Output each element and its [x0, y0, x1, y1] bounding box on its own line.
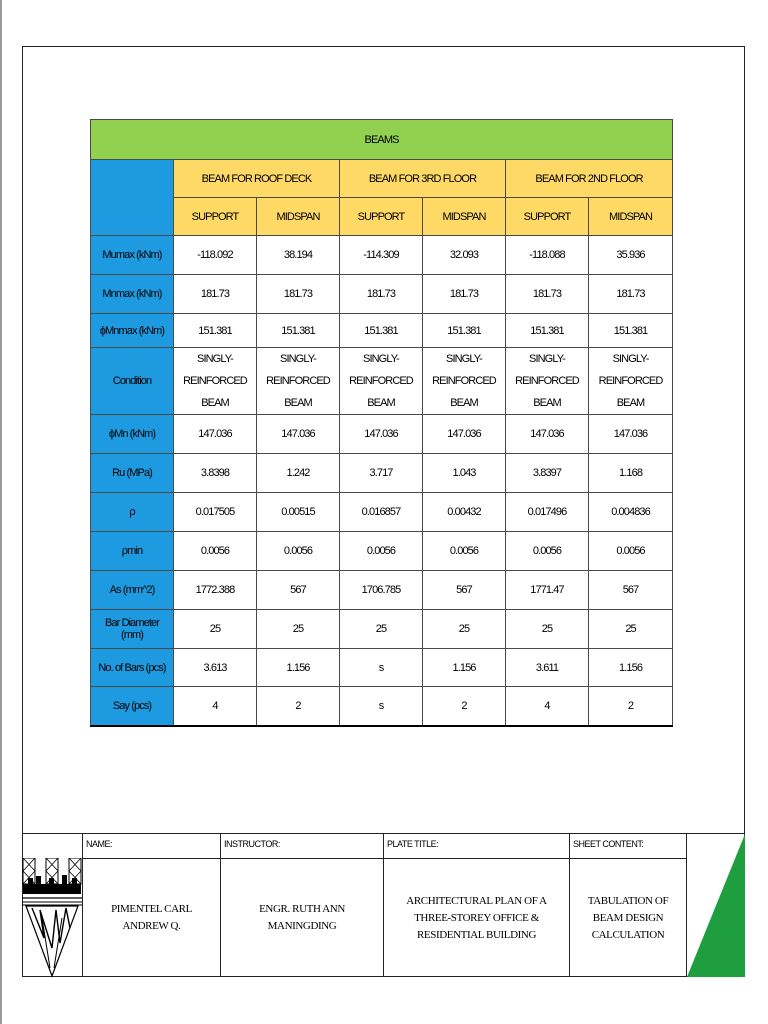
table-cell: 2	[257, 687, 340, 726]
table-cell: 151.381	[257, 314, 340, 348]
table-cell: 147.036	[340, 415, 423, 454]
table-cell: 25	[174, 610, 257, 649]
row-label: No. of Bars (pcs)	[91, 649, 174, 687]
table-cell: 0.016857	[340, 493, 423, 532]
row-label: Bar Diameter (mm)	[91, 610, 174, 649]
table-cell: 567	[257, 571, 340, 610]
table-cell: -118.092	[174, 236, 257, 275]
table-row	[91, 571, 673, 610]
table-cell: 151.381	[423, 314, 506, 348]
table-cell: 3.8398	[174, 454, 257, 493]
header-corner-cell	[91, 160, 174, 236]
table-cell: 38.194	[257, 236, 340, 275]
table-cell: 1.043	[423, 454, 506, 493]
table-cell: 25	[506, 610, 589, 649]
group-header-2nd-floor: BEAM FOR 2ND FLOOR	[506, 160, 673, 198]
condition-line: SINGLY-REINFORCED	[598, 353, 663, 387]
title-block	[22, 833, 745, 977]
table-cell: 1.156	[257, 649, 340, 687]
row-label: Condition	[91, 348, 174, 415]
sheet-content-label: SHEET CONTENT:	[573, 839, 644, 849]
condition-cell	[506, 348, 589, 415]
condition-line: SINGLY-REINFORCED	[515, 353, 579, 387]
table-cell: 3.613	[174, 649, 257, 687]
plate-title-cell	[383, 834, 569, 977]
name-cell	[82, 834, 220, 977]
table-cell: 2	[423, 687, 506, 726]
table-cell: 0.0056	[506, 532, 589, 571]
table-cell: 35.936	[589, 236, 673, 275]
page-edge-line	[0, 0, 2, 1024]
table-cell: -114.309	[340, 236, 423, 275]
table-row	[91, 454, 673, 493]
condition-line: SINGLY-REINFORCED	[266, 353, 330, 387]
instructor-label: INSTRUCTOR:	[224, 839, 280, 849]
table-row	[91, 687, 673, 726]
table-cell: 0.0056	[174, 532, 257, 571]
subheader-cell: MIDSPAN	[423, 198, 506, 236]
row-label: As (mm^2)	[91, 571, 174, 610]
table-cell: s	[340, 687, 423, 726]
condition-cell	[174, 348, 257, 415]
table-cell: 0.0056	[589, 532, 673, 571]
row-label: Ru (MPa)	[91, 454, 174, 493]
condition-line: SINGLY-REINFORCED	[349, 353, 413, 387]
condition-line: BEAM	[616, 397, 645, 409]
name-value: PIMENTEL CARL ANDREW Q.	[111, 903, 192, 932]
condition-cell	[423, 348, 506, 415]
table-cell: 181.73	[340, 275, 423, 314]
table-cell: 181.73	[257, 275, 340, 314]
table-cell: 4	[506, 687, 589, 726]
table-cell: 32.093	[423, 236, 506, 275]
row-label: ρ	[91, 493, 174, 532]
school-logo-icon	[22, 858, 82, 978]
table-cell: 151.381	[506, 314, 589, 348]
corner-cell	[686, 834, 745, 977]
table-cell: -118.088	[506, 236, 589, 275]
table-cell: 1.242	[257, 454, 340, 493]
table-cell: 25	[340, 610, 423, 649]
table-cell: 4	[174, 687, 257, 726]
table-row	[91, 610, 673, 649]
table-cell: 0.0056	[257, 532, 340, 571]
table-row	[91, 415, 673, 454]
table-cell: 181.73	[506, 275, 589, 314]
instructor-value: ENGR. RUTH ANN MANINGDING	[259, 903, 345, 932]
table-cell: 151.381	[174, 314, 257, 348]
condition-line: SINGLY-REINFORCED	[432, 353, 496, 387]
table-cell: 25	[589, 610, 673, 649]
row-label: ρmin	[91, 532, 174, 571]
condition-cell	[589, 348, 673, 415]
table-cell: 0.017496	[506, 493, 589, 532]
table-cell: 0.00432	[423, 493, 506, 532]
table-cell: 0.017505	[174, 493, 257, 532]
subheader-cell: MIDSPAN	[257, 198, 340, 236]
table-cell: 0.004836	[589, 493, 673, 532]
row-label: ϕMn (kNm)	[91, 415, 174, 454]
table-row	[91, 348, 673, 415]
table-cell: 151.381	[340, 314, 423, 348]
table-row	[91, 649, 673, 687]
table-cell: 1772.388	[174, 571, 257, 610]
table-cell: 1706.785	[340, 571, 423, 610]
table-cell: 1771.47	[506, 571, 589, 610]
table-cell: 567	[423, 571, 506, 610]
row-label: Mumax (kNm)	[91, 236, 174, 275]
table-cell: 25	[257, 610, 340, 649]
table-cell: 147.036	[423, 415, 506, 454]
subheader-cell: MIDSPAN	[589, 198, 673, 236]
table-cell: 147.036	[257, 415, 340, 454]
plate-title-label: PLATE TITLE:	[387, 839, 439, 849]
subheader-cell: SUPPORT	[340, 198, 423, 236]
table-cell: 1.156	[423, 649, 506, 687]
table-cell: 3.8397	[506, 454, 589, 493]
table-cell: 1.168	[589, 454, 673, 493]
table-cell: 3.717	[340, 454, 423, 493]
condition-cell	[340, 348, 423, 415]
table-cell: 181.73	[423, 275, 506, 314]
condition-line: BEAM	[284, 397, 312, 409]
subheader-cell: SUPPORT	[506, 198, 589, 236]
condition-cell	[257, 348, 340, 415]
row-label: Mnmax (kNm)	[91, 275, 174, 314]
group-header-3rd-floor: BEAM FOR 3RD FLOOR	[340, 160, 506, 198]
table-row	[91, 275, 673, 314]
table-cell: 147.036	[589, 415, 673, 454]
table-cell: 3.611	[506, 649, 589, 687]
condition-line: BEAM	[201, 397, 229, 409]
table-cell: s	[340, 649, 423, 687]
table-cell: 0.00515	[257, 493, 340, 532]
condition-line: SINGLY-REINFORCED	[183, 353, 247, 387]
condition-line: BEAM	[533, 397, 561, 409]
table-row	[91, 493, 673, 532]
table-cell: 181.73	[174, 275, 257, 314]
beam-design-table	[90, 119, 673, 727]
table-row	[91, 236, 673, 275]
group-header-roof-deck: BEAM FOR ROOF DECK	[174, 160, 340, 198]
table-cell: 147.036	[506, 415, 589, 454]
table-row	[91, 314, 673, 348]
table-title: BEAMS	[91, 120, 673, 160]
table-cell: 147.036	[174, 415, 257, 454]
table-cell: 0.0056	[340, 532, 423, 571]
subheader-cell: SUPPORT	[174, 198, 257, 236]
instructor-cell	[220, 834, 383, 977]
plate-title-value: ARCHITECTURAL PLAN OF A THREE-STOREY OFFICE & RESIDENTIAL BUILDING	[406, 894, 547, 941]
table-cell: 1.156	[589, 649, 673, 687]
row-label: ϕMnmax (kNm)	[91, 314, 174, 348]
sheet-content-value: TABULATION OF BEAM DESIGN CALCULATION	[587, 894, 669, 941]
table-cell: 567	[589, 571, 673, 610]
corner-triangle-icon	[687, 834, 745, 977]
name-label: NAME:	[86, 839, 113, 849]
table-cell: 181.73	[589, 275, 673, 314]
condition-line: BEAM	[450, 397, 478, 409]
table-cell: 2	[589, 687, 673, 726]
table-cell: 25	[423, 610, 506, 649]
table-cell: 151.381	[589, 314, 673, 348]
table-row	[91, 532, 673, 571]
table-cell: 0.0056	[423, 532, 506, 571]
row-label: Say (pcs)	[91, 687, 174, 726]
sheet-content-cell	[569, 834, 686, 977]
condition-line: BEAM	[367, 397, 395, 409]
